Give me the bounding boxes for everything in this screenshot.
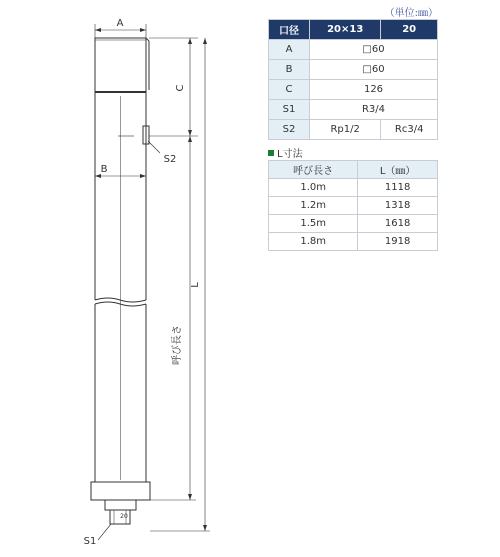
row-label: C: [269, 80, 310, 100]
dimension-c-label: C: [175, 84, 186, 92]
l-dimension-title-text: L寸法: [277, 149, 303, 160]
table-row: [269, 215, 438, 233]
table-row: [269, 80, 438, 100]
bottom-fitting-body: [91, 482, 150, 500]
nominal-length-cell: 1.8m: [269, 233, 358, 251]
row-label: S2: [269, 120, 310, 140]
l-value-cell: 1918: [358, 233, 438, 251]
header-nominal-length: 呼び長さ: [269, 161, 358, 179]
row-label: S1: [269, 100, 310, 120]
header-size-20: 20: [381, 20, 438, 40]
l-table-header: [269, 161, 438, 179]
s1-label: S1: [83, 536, 97, 547]
nominal-length-label: 呼び長さ: [172, 325, 183, 365]
row-label: B: [269, 60, 310, 80]
row-value: R3/4: [310, 100, 438, 120]
dimension-l-label: L: [190, 282, 201, 288]
unit-note: （単位:㎜）: [384, 8, 438, 19]
nominal-length-cell: 1.0m: [269, 179, 358, 197]
fitting-20-label: 20: [120, 513, 128, 520]
table-row: [269, 60, 438, 80]
dimension-table: [268, 19, 438, 140]
row-value-20x13: Rp1/2: [310, 120, 381, 140]
header-bore: 口径: [269, 20, 310, 40]
table-row: [269, 100, 438, 120]
nominal-length-cell: 1.5m: [269, 215, 358, 233]
table-row: [269, 40, 438, 60]
row-label: A: [269, 40, 310, 60]
row-value: □60: [310, 40, 438, 60]
row-value-20: Rc3/4: [381, 120, 438, 140]
table-row: [269, 120, 438, 140]
l-dimension-table: [268, 160, 438, 251]
l-value-cell: 1118: [358, 179, 438, 197]
s2-label: S2: [163, 154, 177, 165]
bullet-square-icon: [268, 150, 274, 156]
row-value: □60: [310, 60, 438, 80]
header-size-20x13: 20×13: [310, 20, 381, 40]
nominal-length-cell: 1.2m: [269, 197, 358, 215]
dimension-table-header: [269, 20, 438, 40]
l-value-cell: 1318: [358, 197, 438, 215]
l-value-cell: 1618: [358, 215, 438, 233]
row-value: 126: [310, 80, 438, 100]
l-dimension-title: [268, 145, 303, 160]
bottom-fitting-neck: [105, 500, 136, 510]
dimension-a-label: A: [116, 18, 124, 29]
header-l-mm: L（㎜）: [358, 161, 438, 179]
dimension-b-label: B: [100, 164, 108, 175]
table-row: [269, 197, 438, 215]
pipe-top-cap: [95, 38, 146, 92]
table-row: [269, 179, 438, 197]
table-row: [269, 233, 438, 251]
